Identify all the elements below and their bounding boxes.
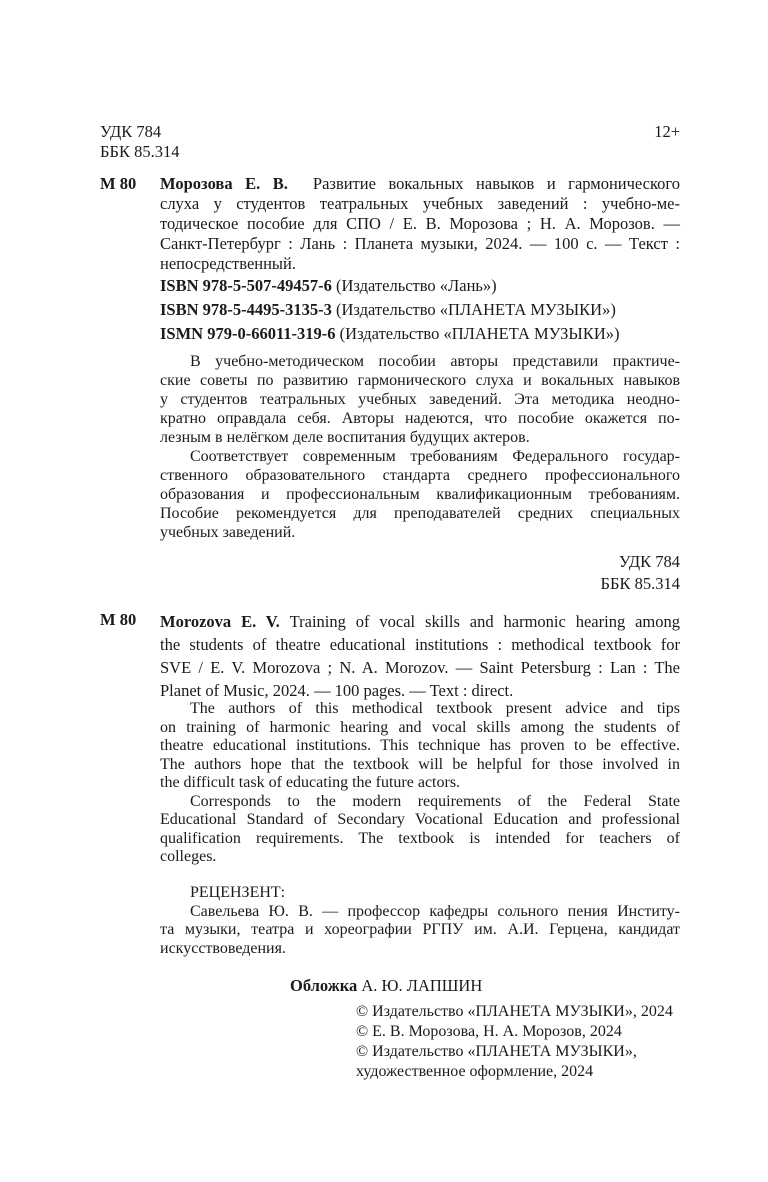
reviewer-line-0: Савельева Ю. В. — профессор кафедры сольного пения Институ-	[190, 902, 680, 920]
copyright-block	[356, 1002, 673, 1082]
reviewer-block	[160, 884, 680, 958]
ru-para1-line-1: ские советы по развитию гармонического слуха и вокальных навыков	[160, 372, 680, 389]
copyright-line-1: © Е. В. Морозова, Н. А. Морозов, 2024	[356, 1023, 622, 1040]
bbk-top: ББК 85.314	[100, 142, 180, 161]
ru-desc-line-3: Санкт-Петербург : Лань : Планета музыки, 2024. — 100 с. — Текст :	[160, 234, 680, 253]
ismn-planeta-number: ISMN 979-0-66011-319-6	[160, 324, 336, 343]
en-code: М 80	[100, 610, 137, 629]
en-para2-line-3: colleges.	[160, 848, 217, 865]
ru-para2-line-2: образования и профессиональным квалификационным требованиям.	[160, 486, 680, 503]
isbn-planeta-number: ISBN 978-5-4495-3135-3	[160, 300, 332, 319]
copyright-line-0: © Издательство «ПЛАНЕТА МУЗЫКИ», 2024	[356, 1003, 673, 1020]
reviewer-heading: РЕЦЕНЗЕНТ:	[190, 884, 286, 901]
en-author: Morozova E. V.	[160, 612, 280, 631]
ru-desc-line-0: Морозова Е. В. Развитие вокальных навыков и гармонического	[160, 174, 681, 193]
reviewer-line-1: та музыки, театра и хореографии РГПУ им. А.И. Герцена, кандидат	[160, 921, 680, 938]
ru-para2-line-4: учебных заведений.	[160, 524, 296, 541]
ru-bbk: ББК 85.314	[600, 574, 680, 593]
ru-annotation	[160, 352, 680, 542]
en-desc-line-1: the students of theatre educational institutions : methodical textbook for	[160, 635, 680, 654]
copyright-line-2: © Издательство «ПЛАНЕТА МУЗЫКИ»,	[356, 1043, 637, 1060]
ru-para1-line-4: лезным в нелёгком деле воспитания будущих актеров.	[160, 429, 530, 446]
en-desc-line-0: Morozova E. V. Training of vocal skills and harmonic hearing among	[160, 612, 680, 631]
isbn-planeta	[160, 300, 616, 320]
ru-desc-line-4: непосредственный.	[160, 254, 296, 273]
en-para1-line-0: The authors of this methodical textbook present advice and tips	[190, 700, 680, 717]
copyright-line-3: художественное оформление, 2024	[356, 1063, 594, 1080]
isbn-lan	[160, 276, 497, 296]
ru-para1-line-0: В учебно-методическом пособии авторы представили практиче-	[190, 353, 680, 370]
ru-desc-line-2: тодическое пособие для СПО / Е. В. Морозова ; Н. А. Морозов. —	[160, 214, 680, 233]
ru-para1-line-2: у студентов театральных учебных заведений. Эта методика неодно-	[160, 391, 680, 408]
isbn-planeta-publisher: (Издательство «ПЛАНЕТА МУЗЫКИ»)	[331, 300, 616, 319]
en-para1-line-2: theatre educational institutions. This technique has proven to be effective.	[160, 737, 680, 754]
en-description	[160, 610, 680, 702]
en-para1-line-3: The authors hope that the textbook will be helpful for those involved in	[160, 755, 680, 773]
cover-name: А. Ю. ЛАПШИН	[357, 976, 483, 995]
age-rating: 12+	[654, 122, 680, 141]
ismn-planeta-publisher: (Издательство «ПЛАНЕТА МУЗЫКИ»)	[335, 324, 620, 343]
cover-label: Обложка	[290, 976, 358, 995]
ru-code: М 80	[100, 174, 137, 193]
en-para2-line-0: Corresponds to the modern requirements of the Federal State	[190, 792, 680, 810]
en-para2-line-1: Educational Standard of Secondary Vocational Education and professional	[160, 811, 680, 828]
reviewer-line-2: искусствоведения.	[160, 939, 286, 957]
ru-udk: УДК 784	[618, 552, 680, 571]
ru-para1-line-3: кратно оправдала себя. Авторы надеются, что пособие окажется по-	[160, 410, 680, 427]
en-para2-line-2: qualification requirements. The textbook is intended for teachers of	[160, 829, 680, 847]
en-para1-line-1: on training of harmonic hearing and vocal skills among the students of	[160, 718, 680, 736]
ru-para2-line-3: Пособие рекомендуется для преподавателей средних специальных	[160, 505, 680, 522]
ru-author: Морозова Е. В.	[160, 174, 288, 193]
ru-para2-line-1: ственного образовательного стандарта среднего профессионального	[160, 467, 680, 484]
cover-credit	[290, 976, 482, 996]
ru-description	[160, 174, 680, 274]
en-desc-line-2: SVE / E. V. Morozova ; N. A. Morozov. — Saint Petersburg : Lan : The	[160, 658, 680, 677]
ru-para2-line-0: Соответствует современным требованиям Федерального государ-	[190, 448, 680, 465]
ru-desc-line-1: слуха у студентов театральных учебных заведений : учебно-ме-	[160, 194, 680, 213]
en-desc-line-3: Planet of Music, 2024. — 100 pages. — Text : direct.	[160, 681, 514, 700]
en-annotation	[160, 700, 680, 867]
udk-top: УДК 784	[100, 122, 162, 141]
isbn-lan-number: ISBN 978-5-507-49457-6	[160, 276, 332, 295]
isbn-lan-publisher: (Издательство «Лань»)	[331, 276, 497, 295]
ismn-planeta	[160, 324, 619, 344]
en-para1-line-4: the difficult task of educating the future actors.	[160, 774, 461, 791]
